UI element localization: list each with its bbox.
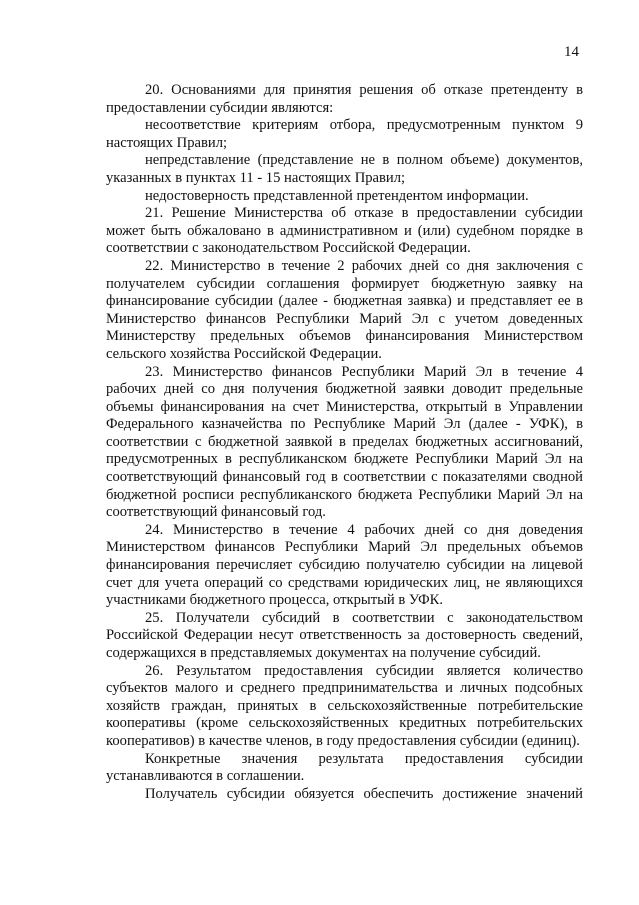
paragraph-26-note: Конкретные значения результата предоставления субсидии устанавливаются в соглашении. — [106, 750, 583, 785]
paragraph-22: 22. Министерство в течение 2 рабочих дней со дня заключения с получателем субсидии соглашения формирует бюджетную заявку на финансирование субсидии (далее - бюджетная заявка) и представляет ее в Министерство финансов Республики Марий Эл с учетом доведенных Министерству предельных объемов финансирования Министерством сельского хозяйства Российской Федерации. — [106, 257, 583, 362]
paragraph-20-item-3: недостоверность представленной претендентом информации. — [145, 187, 529, 204]
paragraph-24: 24. Министерство в течение 4 рабочих дней со дня доведения Министерством финансов Республики Марий Эл предельных объемов финансирования перечисляет субсидию получателю субсидии на лицевой счет для учета операций со средствами юридических лиц, не являющихся участниками бюджетного процесса, открытый в УФК. — [106, 521, 583, 609]
document-body — [106, 82, 583, 803]
page-number: 14 — [564, 44, 579, 60]
paragraph-26: 26. Результатом предоставления субсидии является количество субъектов малого и среднего предпринимательства и личных подсобных хозяйств граждан, принятых в сельскохозяйственные потребительские кооперативы (кроме сельскохозяйственных кредитных потребительских кооперативов) в качестве членов, в году предоставления субсидии (единиц). — [106, 662, 583, 749]
paragraph-20-item-2: непредставление (представление не в полном объеме) документов, указанных в пунктах 11 - 15 настоящих Правил; — [106, 152, 583, 186]
paragraph-20: 20. Основаниями для принятия решения об отказе претенденту в предоставлении субсидии являются: — [106, 82, 583, 116]
paragraph-20-item-1: несоответствие критериям отбора, предусмотренным пунктом 9 настоящих Правил; — [106, 117, 583, 151]
paragraph-21: 21. Решение Министерства об отказе в предоставлении субсидии может быть обжаловано в административном и (или) судебном порядке в соответствии с законодательством Российской Федерации. — [106, 205, 583, 257]
paragraph-26-obligation: Получатель субсидии обязуется обеспечить достижение значений — [145, 785, 583, 802]
paragraph-23: 23. Министерство финансов Республики Марий Эл в течение 4 рабочих дней со дня получения бюджетной заявки доводит предельные объемы финансирования на счет Министерства, открытый в Управлении Федерального казначейства по Республике Марий Эл (далее - УФК), в соответствии с бюджетной заявкой в пределах бюджетных ассигнований, предусмотренных в республиканском бюджете Республики Марий Эл на соответствующий финансовый год в соответствии с показателями сводной бюджетной росписи республиканского бюджета Республики Марий Эл на соответствующий финансовый год. — [106, 363, 583, 521]
paragraph-25: 25. Получатели субсидий в соответствии с законодательством Российской Федерации несут ответственность за достоверность сведений, содержащихся в представляемых документах на получение субсидий. — [106, 609, 583, 661]
